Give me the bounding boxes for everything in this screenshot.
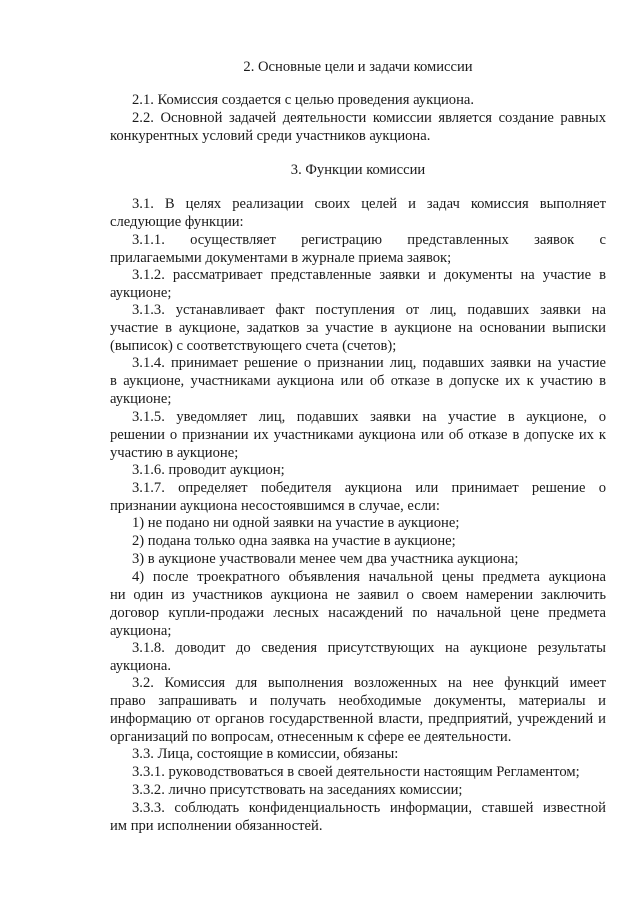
section-2-heading: 2. Основные цели и задачи комиссии: [243, 59, 473, 75]
paragraph-3-1-1-first-line: 3.1.1. осуществляет регистрацию представленных заявок с: [132, 232, 606, 248]
paragraph-3-3: [110, 746, 606, 764]
paragraph-2-2: [110, 110, 606, 146]
condition-4: [110, 569, 606, 641]
condition-1-text: 1) не подано ни одной заявки на участие в аукционе;: [132, 515, 460, 531]
paragraph-3-1-3: [110, 302, 606, 356]
paragraph-3-3-1-text: 3.3.1. руководствоваться в своей деятельности настоящим Регламентом;: [132, 764, 580, 780]
paragraph-2-2-first-line: 2.2. Основной задачей деятельности комиссии является создание равных: [132, 110, 606, 126]
paragraph-3-3-3: [110, 800, 606, 836]
condition-4-rest: ни один из участников аукциона не заявил о своем намерении заключить договор купли-продажи лесных насаждений по начальной цене предмета аукциона;: [110, 586, 606, 639]
paragraph-3-3-3-first-line: 3.3.3. соблюдать конфиденциальность информации, ставшей известной: [132, 800, 606, 816]
paragraph-3-1-6-text: 3.1.6. проводит аукцион;: [132, 462, 285, 478]
paragraph-3-1-4-first-line: 3.1.4. принимает решение о признании лиц, подавших заявки на участие: [132, 355, 606, 371]
condition-2-text: 2) подана только одна заявка на участие в аукционе;: [132, 533, 456, 549]
paragraph-2-1: [110, 92, 606, 110]
paragraph-3-3-2: [110, 782, 606, 800]
paragraph-3-1-5: [110, 409, 606, 463]
condition-1: [110, 515, 606, 533]
paragraph-3-1-1-rest: прилагаемыми документами в журнале приема заявок;: [110, 249, 452, 266]
paragraph-3-3-1: [110, 764, 606, 782]
paragraph-3-1-2-first-line: 3.1.2. рассматривает представленные заявки и документы на участие в: [132, 267, 606, 283]
condition-4-first-line: 4) после троекратного объявления начальной цены предмета аукциона: [132, 569, 606, 585]
paragraph-3-1-2-rest: аукционе;: [110, 284, 172, 301]
paragraph-3-1-1: [110, 232, 606, 268]
paragraph-3-3-3-rest: им при исполнении обязанностей.: [110, 817, 323, 834]
paragraph-3-1-3-first-line: 3.1.3. устанавливает факт поступления от лиц, подавших заявки на: [132, 302, 606, 318]
paragraph-3-1-first-line: 3.1. В целях реализации своих целей и задач комиссия выполняет: [132, 196, 606, 212]
paragraph-3-3-2-text: 3.3.2. лично присутствовать на заседаниях комиссии;: [132, 782, 463, 798]
paragraph-3-2-first-line: 3.2. Комиссия для выполнения возложенных на нее функций имеет: [132, 675, 606, 691]
paragraph-3-1-4-rest: в аукционе, участниками аукциона или об отказе в допуске их к участию в аукционе;: [110, 372, 606, 407]
paragraph-3-1-6: [110, 462, 606, 480]
paragraph-3-1-8-first-line: 3.1.8. доводит до сведения присутствующих на аукционе результаты: [132, 640, 606, 656]
paragraph-3-1-5-rest: решении о признании их участниками аукциона или об отказе в допуске их к участию в аукционе;: [110, 426, 606, 461]
paragraph-3-1-8-rest: аукциона.: [110, 657, 171, 674]
paragraph-3-1: [110, 196, 606, 232]
paragraph-3-1-rest: следующие функции:: [110, 213, 244, 230]
section-3-heading: 3. Функции комиссии: [290, 162, 426, 178]
paragraph-3-1-7-first-line: 3.1.7. определяет победителя аукциона или принимает решение о: [132, 480, 606, 496]
paragraph-3-2: [110, 675, 606, 747]
paragraph-2-1-text: 2.1. Комиссия создается с целью проведения аукциона.: [132, 92, 475, 108]
paragraph-3-1-7-rest: признании аукциона несостоявшимся в случае, если:: [110, 497, 440, 514]
paragraph-3-2-rest: право запрашивать и получать необходимые документы, материалы и информацию от органов государственной власти, предприятий, учреждений и организаций по вопросам, отнесенным к сфере ее деятельности.: [110, 692, 606, 745]
paragraph-3-1-7: [110, 480, 606, 516]
condition-2: [110, 533, 606, 551]
paragraph-3-3-text: 3.3. Лица, состоящие в комиссии, обязаны:: [132, 746, 399, 762]
paragraph-3-1-4: [110, 355, 606, 409]
paragraph-3-1-5-first-line: 3.1.5. уведомляет лиц, подавших заявки на участие в аукционе, о: [132, 409, 606, 425]
condition-3-text: 3) в аукционе участвовали менее чем два участника аукциона;: [132, 551, 519, 567]
paragraph-3-1-3-rest: участие в аукционе, задатков за участие в аукционе на основании выписки (выписок) с соответствующего счета (счетов);: [110, 319, 606, 354]
paragraph-3-1-2: [110, 267, 606, 303]
paragraph-2-2-rest: конкурентных условий среди участников аукциона.: [110, 127, 431, 144]
paragraph-3-1-8: [110, 640, 606, 676]
condition-3: [110, 551, 606, 569]
